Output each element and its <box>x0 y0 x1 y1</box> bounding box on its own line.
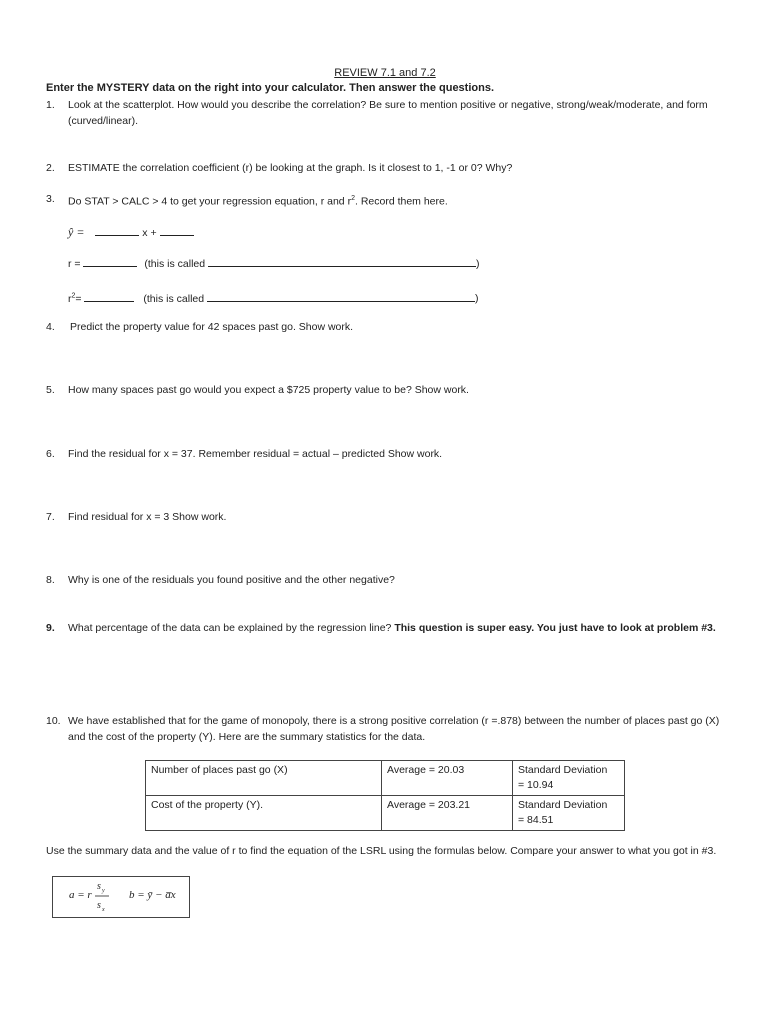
lsrl-instructions <box>46 843 726 859</box>
instructions-heading: Enter the MYSTERY data on the right into your calculator. Then answer the questions. <box>46 82 495 94</box>
question-number: 9. <box>46 622 55 634</box>
question-1 <box>46 97 736 129</box>
formula-b: b = ȳ − a̅x <box>129 889 176 901</box>
question-text: Predict the property value for 42 spaces past go. Show work. <box>70 321 354 333</box>
question-text: Look at the scatterplot. How would you describe the correlation? Be sure to mention positive or negative, strong/weak/moderate, and form (curved/linear). <box>68 99 708 127</box>
formula-a-numerator-sub: y <box>102 888 105 894</box>
question-number: 8. <box>46 574 55 586</box>
question-text: ESTIMATE the correlation coefficient (r) be looking at the graph. Is it closest to 1, -1 or 0? Why? <box>68 162 513 174</box>
question-text: What percentage of the data can be explained by the regression line? This question is super easy. You just have to look at problem #3. <box>68 622 716 634</box>
page-title: REVIEW 7.1 and 7.2 <box>334 67 436 79</box>
question-5 <box>46 382 736 398</box>
table-row <box>146 796 625 831</box>
question-text: Find the residual for x = 37. Remember residual = actual – predicted Show work. <box>68 448 443 460</box>
question-text: Do STAT > CALC > 4 to get your regression equation, r and $r^2$. Record them here. <box>68 195 448 208</box>
question-9 <box>46 620 736 636</box>
question-text: How many spaces past go would you expect a $725 property value to be? Show work. <box>68 384 469 396</box>
question-text: Why is one of the residuals you found positive and the other negative? <box>68 574 395 586</box>
r-name-blank[interactable] <box>208 256 476 267</box>
slope-blank[interactable] <box>95 225 139 236</box>
question-10 <box>46 713 736 745</box>
r-value-blank[interactable] <box>83 256 137 267</box>
intercept-blank[interactable] <box>160 225 194 236</box>
formula-a-denominator: s <box>97 900 101 911</box>
table-cell-sd: Standard Deviation = 84.51 <box>513 796 625 831</box>
table-cell-label: Cost of the property (Y). <box>146 796 382 831</box>
close-paren: ) <box>475 292 479 305</box>
question-number: 7. <box>46 511 55 523</box>
formula-a-denominator-sub: x <box>102 907 105 913</box>
y-hat-symbol: ŷ = <box>68 225 85 239</box>
question-number: 10. <box>46 715 61 727</box>
r-label: r = <box>68 258 81 270</box>
question-number: 5. <box>46 384 55 396</box>
r2-value-blank[interactable] <box>84 291 134 302</box>
table-cell-average: Average = 203.21 <box>382 796 513 831</box>
table-cell-label: Number of places past go (X) <box>146 761 382 796</box>
question-8 <box>46 572 736 588</box>
r-squared-line <box>68 288 479 307</box>
table-cell-sd: Standard Deviation = 10.94 <box>513 761 625 796</box>
formula-a-numerator: s <box>97 881 101 892</box>
question-text: Find residual for x = 3 Show work. <box>68 511 227 523</box>
question-6 <box>46 446 736 462</box>
regression-equation-line <box>68 224 194 241</box>
question-number: 2. <box>46 162 55 174</box>
question-2 <box>46 160 736 176</box>
r-called-label: (this is called <box>144 258 206 270</box>
x-plus-label: x + <box>142 227 157 239</box>
question-number: 4. <box>46 321 55 333</box>
question-3 <box>46 191 736 210</box>
formula-box <box>52 876 190 918</box>
formula-a-lhs: a = r <box>69 889 92 901</box>
table-row <box>146 761 625 796</box>
r2-label: $r^2=$ <box>68 292 82 305</box>
question-7 <box>46 509 736 525</box>
instructions-text: Use the summary data and the value of r to find the equation of the LSRL using the formulas below. Compare your answer to what you got in #3. <box>46 845 717 857</box>
emphasis-text: This question is super easy. You just have to look at problem #3. <box>394 622 716 634</box>
question-number: 1. <box>46 99 55 111</box>
question-number: 6. <box>46 448 55 460</box>
r2-name-blank[interactable] <box>207 291 475 302</box>
summary-statistics-table <box>145 760 625 831</box>
lsrl-formulas <box>53 877 189 917</box>
question-number: 3. <box>46 193 55 205</box>
question-text: We have established that for the game of monopoly, there is a strong positive correlation (r =.878) between the number of places past go (X) and the cost of the property (Y). Here are the summary statistics for the data. <box>68 715 720 743</box>
r2-called-label: (this is called <box>143 292 205 305</box>
question-4 <box>46 319 736 335</box>
r-line <box>68 256 480 272</box>
table-cell-average: Average = 20.03 <box>382 761 513 796</box>
close-paren: ) <box>476 258 480 270</box>
